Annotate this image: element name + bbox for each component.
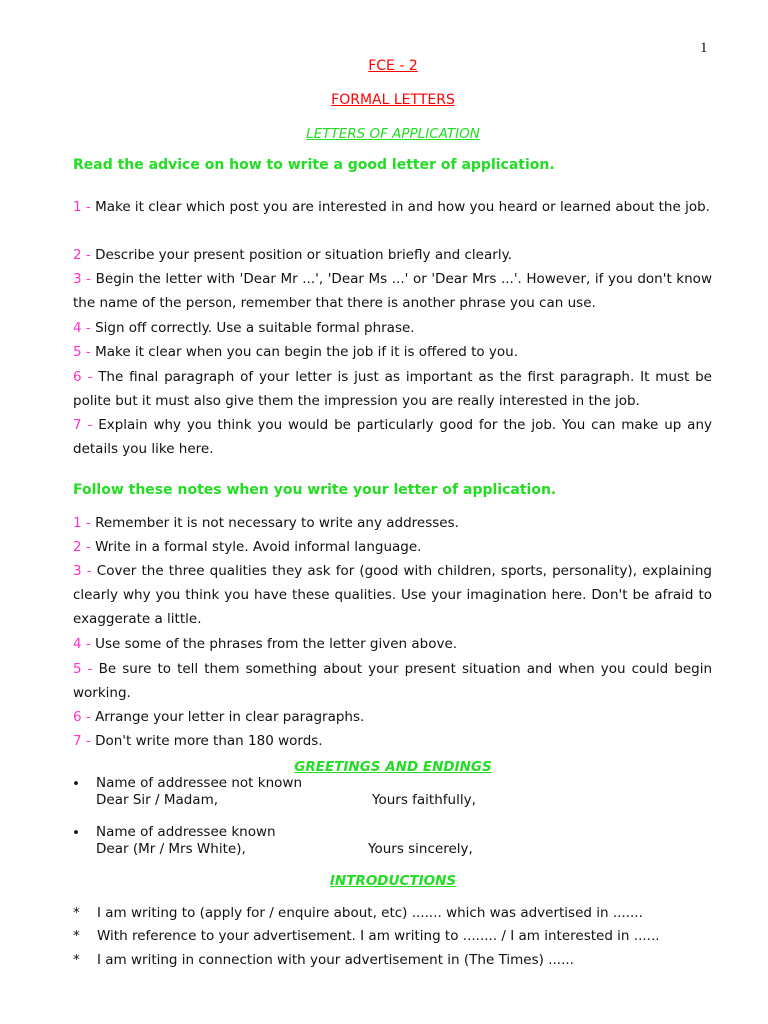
- item-text: Sign off correctly. Use a suitable formal phrase.: [95, 320, 415, 336]
- advice-heading: Read the advice on how to write a good letter of application.: [73, 157, 555, 173]
- asterisk-icon: *: [73, 928, 80, 944]
- item-number: 1 -: [73, 199, 91, 215]
- item-number: 5 -: [73, 661, 93, 677]
- advice-item-2: [73, 243, 712, 267]
- advice-item-3: [73, 267, 712, 315]
- item-number: 1 -: [73, 515, 91, 531]
- greetings-title: GREETINGS AND ENDINGS: [294, 759, 492, 775]
- item-text: The final paragraph of your letter is just as important as the first paragraph. It must be polite but it must also give them the impression you are really interested in the job.: [73, 369, 712, 410]
- item-text: Describe your present position or situation briefly and clearly.: [95, 247, 512, 263]
- item-text: Arrange your letter in clear paragraphs.: [95, 709, 365, 725]
- item-number: 3 -: [73, 563, 92, 579]
- greeting-ending-unknown: Yours faithfully,: [372, 792, 476, 808]
- bullet-dot-icon: •: [72, 776, 80, 792]
- item-number: 4 -: [73, 320, 91, 336]
- document-subtitle: FORMAL LETTERS: [331, 92, 455, 108]
- item-text: Write in a formal style. Avoid informal language.: [95, 539, 422, 555]
- item-text: Use some of the phrases from the letter given above.: [95, 636, 458, 652]
- notes-item-7: [73, 729, 712, 753]
- asterisk-icon: *: [73, 905, 80, 921]
- notes-item-2: [73, 535, 712, 559]
- notes-item-3: [73, 559, 712, 632]
- asterisk-icon: *: [73, 952, 80, 968]
- advice-item-4: [73, 316, 712, 340]
- item-text: Explain why you think you would be particularly good for the job. You can make up any details you like here.: [73, 417, 712, 458]
- bullet-dot-icon: •: [72, 825, 80, 841]
- greeting-salutation-known: Dear (Mr / Mrs White),: [96, 841, 246, 857]
- item-text: Be sure to tell them something about your present situation and when you could begin working.: [73, 661, 712, 702]
- section-title: LETTERS OF APPLICATION: [306, 126, 480, 142]
- notes-item-4: [73, 632, 712, 656]
- intro-phrase-3: I am writing in connection with your advertisement in (The Times) ......: [97, 952, 574, 968]
- notes-item-1: [73, 511, 712, 535]
- item-text: Don't write more than 180 words.: [95, 733, 323, 749]
- item-number: 5 -: [73, 344, 91, 360]
- advice-item-7: [73, 413, 712, 461]
- item-text: Remember it is not necessary to write any addresses.: [95, 515, 459, 531]
- greeting-salutation-unknown: Dear Sir / Madam,: [96, 792, 219, 808]
- item-number: 6 -: [73, 369, 93, 385]
- item-number: 7 -: [73, 733, 91, 749]
- item-number: 3 -: [73, 271, 92, 287]
- greeting-label-known: Name of addressee known: [96, 824, 276, 840]
- item-number: 2 -: [73, 539, 91, 555]
- advice-item-1: [73, 195, 712, 219]
- item-number: 7 -: [73, 417, 93, 433]
- item-text: Cover the three qualities they ask for (good with children, sports, personality), explaining clearly why you think you have these qualities. Use your imagination here. Don't be afraid to exaggerate a little.: [73, 563, 712, 628]
- greeting-label-unknown: Name of addressee not known: [96, 775, 302, 791]
- notes-item-5: [73, 657, 712, 705]
- advice-item-6: [73, 365, 712, 413]
- notes-heading: Follow these notes when you write your letter of application.: [73, 482, 557, 498]
- item-text: Make it clear which post you are interested in and how you heard or learned about the job.: [95, 199, 710, 215]
- intro-phrase-1: I am writing to (apply for / enquire about, etc) ....... which was advertised in .......: [97, 905, 643, 921]
- advice-item-5: [73, 340, 712, 364]
- notes-item-6: [73, 705, 712, 729]
- item-number: 2 -: [73, 247, 91, 263]
- item-text: Make it clear when you can begin the job if it is offered to you.: [95, 344, 519, 360]
- document-title: FCE - 2: [368, 58, 418, 74]
- intro-phrase-2: With reference to your advertisement. I am writing to ........ / I am interested in ......: [97, 928, 660, 944]
- item-text: Begin the letter with 'Dear Mr ...', 'Dear Ms ...' or 'Dear Mrs ...'. However, if you don't know the name of the person, remember that there is another phrase you can use.: [73, 271, 712, 312]
- introductions-title: INTRODUCTIONS: [329, 873, 457, 889]
- greeting-ending-known: Yours sincerely,: [368, 841, 473, 857]
- page-number: 1: [700, 40, 708, 56]
- item-number: 4 -: [73, 636, 91, 652]
- item-number: 6 -: [73, 709, 91, 725]
